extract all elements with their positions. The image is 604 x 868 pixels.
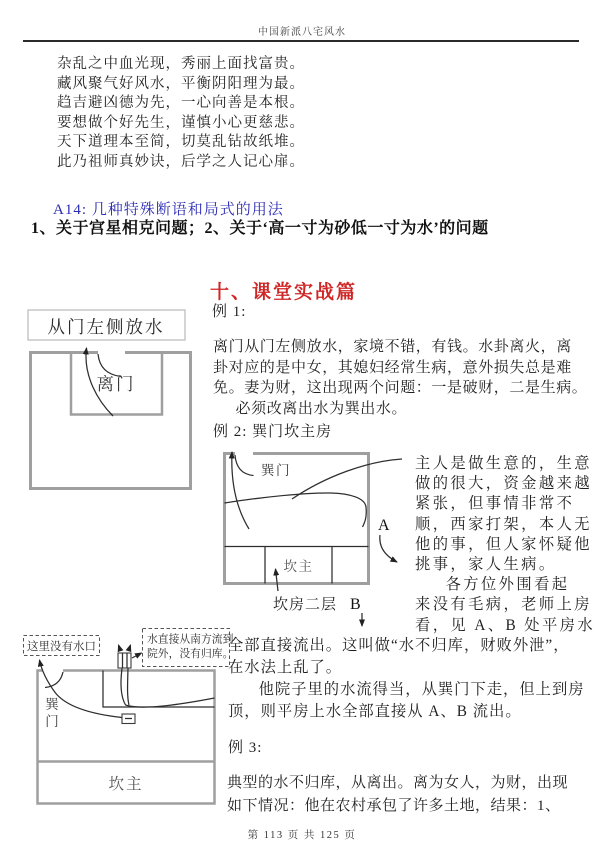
text-line: 他的事，但人家怀疑他 xyxy=(415,535,592,553)
example3-paragraph xyxy=(227,772,568,818)
house-outline xyxy=(31,353,191,489)
outlet-arrow-up-left xyxy=(119,645,121,651)
note-right-text-line2: 院外，没有归库。 xyxy=(147,648,234,660)
a14-heading: A14: 几种特殊断语和局式的用法 xyxy=(53,202,284,218)
text-line: 挑事，家人生病。 xyxy=(415,556,557,574)
roof-ridge-curve xyxy=(225,493,367,527)
poem-line: 杂乱之中血光现，秀丽上面找富贵。 xyxy=(57,56,305,72)
courtyard-water-arrow xyxy=(232,452,249,529)
door-label: 离门 xyxy=(96,374,136,394)
door-label-char1: 巽 xyxy=(45,697,59,712)
example2-paragraph xyxy=(228,635,585,723)
funnel-curve-left xyxy=(121,669,125,706)
door-arc xyxy=(235,455,254,476)
section-title: 十、课堂实战篇 xyxy=(210,282,358,303)
diagram-example2 xyxy=(218,446,410,638)
poem-line: 趋吉避凶德为先，一心向善是本根。 xyxy=(57,95,305,112)
text-line: 免。妻为财，这出现两个问题：一是破财，二是生病。 xyxy=(213,380,588,396)
example1-paragraph xyxy=(213,337,587,419)
outlet-arrow-to-note xyxy=(132,653,142,658)
door-arc xyxy=(45,672,63,688)
mark-a-label: A xyxy=(378,517,390,534)
text-line: 顶，则平房上水全部直接从 A、B 流出。 xyxy=(228,703,522,720)
text-line: 全部直接流出。这叫做“水不归库，财败外泄”， xyxy=(228,637,570,654)
a14-subheading: 1、关于宫星相克问题；2、关于‘高一寸为砂低一寸为水’的问题 xyxy=(31,220,489,237)
diagram-example3 xyxy=(8,622,240,812)
text-line: 紧张，但事情非常不 xyxy=(415,495,575,513)
example3-label: 例 3: xyxy=(228,740,263,756)
roof-water-sweep xyxy=(126,698,215,707)
text-line: 来没有毛病，老师上房 xyxy=(415,596,592,614)
master-room-label: 坎主 xyxy=(108,776,144,793)
note-left-text: 这里没有水口 xyxy=(27,641,96,653)
outlet-arrow-up-right xyxy=(129,645,131,651)
caption-arrow xyxy=(276,569,279,591)
text-line: 看，见 A、B 处平房水 xyxy=(415,616,596,634)
text-line: 各方位外围看起 xyxy=(445,576,570,594)
text-line: 如下情况：他在农村承包了许多土地，结果：1、 xyxy=(227,798,561,814)
text-line: 典型的水不归库，从离出。离为女人，为财，出现 xyxy=(227,775,569,791)
caption-text: 从门左侧放水 xyxy=(47,317,165,337)
page-header-title: 中国新派八宅风水 xyxy=(258,27,346,38)
master-room-label: 坎主 xyxy=(283,559,314,574)
text-line: 顺，西家打架，本人无 xyxy=(415,515,592,533)
mark-b-label: B xyxy=(350,596,361,613)
example2-right-column xyxy=(415,454,595,636)
page-footer: 第 113 页 共 125 页 xyxy=(247,830,357,841)
text-line: 在水法上乱了。 xyxy=(228,659,343,676)
mark-a-arrow xyxy=(380,535,397,562)
door-label: 巽门 xyxy=(261,463,291,478)
poem-line: 此乃祖师真妙诀，后学之人记心扉。 xyxy=(57,153,305,170)
note-right-text-line1: 水直接从南方流到 xyxy=(147,633,234,646)
text-line: 他院子里的水流得当，从巽门下走，但上到房 xyxy=(258,681,585,698)
water-outlet-box xyxy=(118,653,131,668)
diagram-caption: 坎房二层 xyxy=(273,597,338,613)
header-rule xyxy=(23,40,579,42)
poem-line: 藏风聚气好风水，平衡阴阳理为最。 xyxy=(57,75,305,92)
text-line: 必须改离出水为巽出水。 xyxy=(235,400,408,417)
text-line: 做的很大，资金越来越 xyxy=(415,475,592,493)
diagram-example1 xyxy=(20,306,200,494)
funnel-curve-right xyxy=(128,669,129,706)
text-line: 离门从门左侧放水，家境不错，有钱。水卦离火，离 xyxy=(213,339,572,355)
door-label-char2: 门 xyxy=(45,714,59,729)
text-line: 主人是做生意的，生意 xyxy=(415,455,592,472)
example1-label: 例 1: xyxy=(212,304,247,320)
text-line: 卦对应的是中女，其媳妇经常生病，意外损失总是难 xyxy=(213,359,572,376)
poem-line: 天下道理本至简，切莫乱钻故纸堆。 xyxy=(57,134,305,151)
example2-label: 例 2: 巽门坎主房 xyxy=(213,424,333,440)
poem-line: 要想做个好先生，谨慎小心更慈悲。 xyxy=(57,114,305,131)
poem-block xyxy=(57,55,305,173)
